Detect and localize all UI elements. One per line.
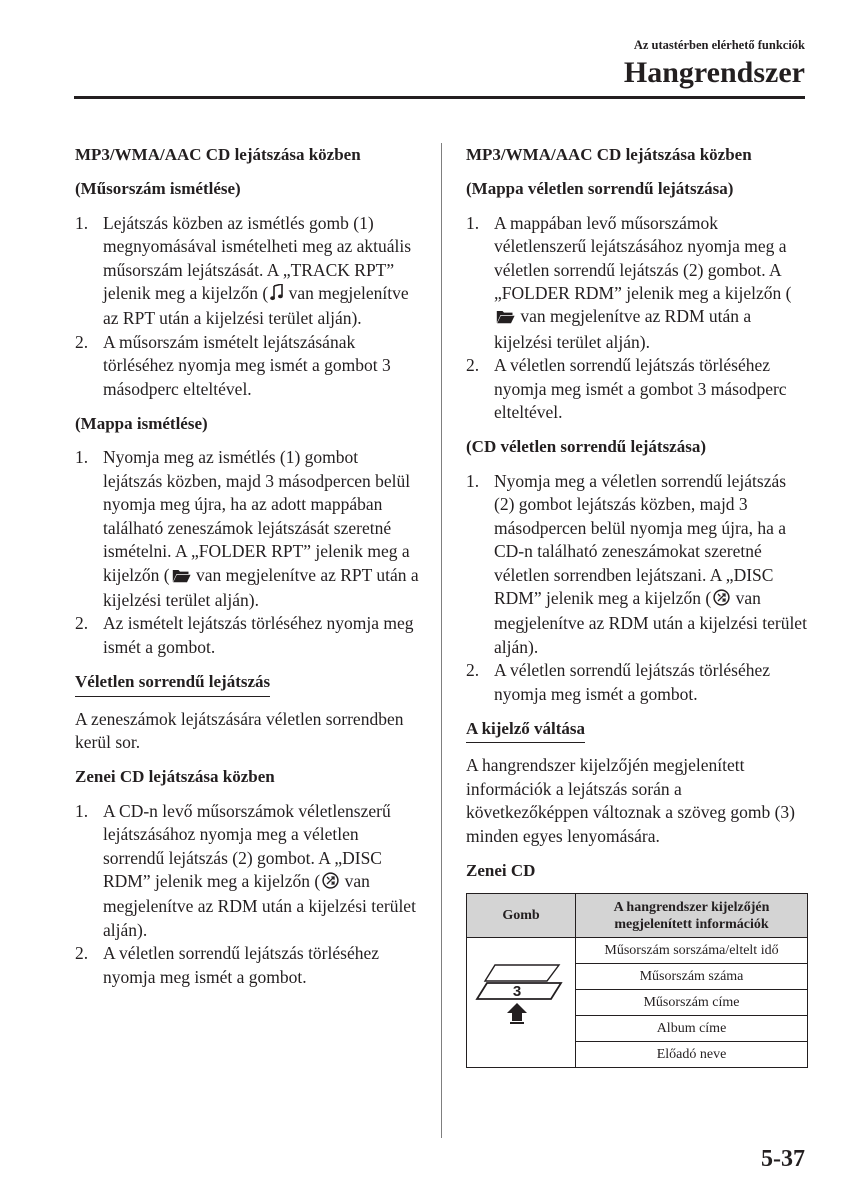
list-cd-random-mp3 <box>466 470 808 706</box>
column-divider <box>441 143 442 1138</box>
table-cell: Műsorszám sorszáma/eltelt idő <box>576 938 808 964</box>
subheading-folder-random: (Mappa véletlen sorrendű lejátszása) <box>466 179 734 199</box>
list-track-repeat <box>75 212 420 401</box>
list-item: 2. A véletlen sorrendű lejátszás törléséhez nyomja meg ismét a gombot. <box>75 943 380 987</box>
table-cell: Műsorszám címe <box>576 990 808 1016</box>
subheading-zenei-cd: Zenei CD <box>466 860 536 880</box>
list-item: 1. Lejátszás közben az ismétlés gomb (1) megnyomásával ismételheti meg az aktuális műsorszám lejátszását. A „TRACK RPT” jelenik meg a kijelzőn ( van megjelenítve az RPT után a kijelzési terület alján). <box>75 212 412 329</box>
folder-icon <box>172 566 191 589</box>
folder-icon <box>496 307 515 330</box>
list-item: 1. Nyomja meg a véletlen sorrendű lejátszás (2) gombot lejátszás közben, majd 3 másodpercen belül nyomja meg újra, ha a CD-n található zeneszámokat szeretné véletlen sorrendben lejátszani. A „DISC RDM” jelenik meg a kijelzőn ( van megjelenítve az RDM után a kijelzési terület alján). <box>466 470 807 657</box>
table-cell: Előadó neve <box>576 1042 808 1068</box>
button-3-icon <box>467 959 575 1039</box>
page-number: 5-37 <box>761 1146 805 1172</box>
text-button-illustration <box>467 938 576 1068</box>
disc-random-icon <box>713 589 730 612</box>
page-title: Hangrendszer <box>623 56 805 89</box>
list-item: 1. A mappában levő műsorszámok véletlenszerű lejátszásához nyomja meg a véletlen sorrendű lejátszás (2) gombot. A „FOLDER RDM” jelenik meg a kijelzőn ( van megjelenítve az RDM után a kijelzési terület alján). <box>466 212 792 352</box>
table-cell: Album címe <box>576 1016 808 1042</box>
list-item: 1. A CD-n levő műsorszámok véletlenszerű lejátszásához nyomja meg a véletlen sorrendű lejátszás (2) gombot. A „DISC RDM” jelenik meg a kijelzőn ( van megjelenítve az RDM után a kijelzési terület alján). <box>75 800 416 940</box>
list-folder-random <box>466 212 808 425</box>
paragraph-display: A hangrendszer kijelzőjén megjelenített információk a lejátszás során a következőképpen változnak a szöveg gomb (3) minden egyes lenyomására. <box>466 755 795 846</box>
button-number-label: 3 <box>512 982 522 1000</box>
disc-random-icon <box>322 872 339 895</box>
heading-mp3-left: MP3/WMA/AAC CD lejátszása közben <box>75 145 361 164</box>
header-section-label: Az utastérben elérhető funkciók <box>633 38 805 52</box>
subheading-music-cd: Zenei CD lejátszása közben <box>75 767 275 787</box>
music-note-icon <box>270 284 283 307</box>
press-arrow-icon <box>507 1003 527 1021</box>
subheading-cd-random: (CD véletlen sorrendű lejátszása) <box>466 437 707 457</box>
list-item: 2. A véletlen sorrendű lejátszás törléséhez nyomja meg ismét a gombot. <box>466 660 771 704</box>
table-header-info: A hangrendszer kijelzőjén megjelenített információk <box>576 894 808 938</box>
subheading-folder-repeat: (Mappa ismétlése) <box>75 414 208 434</box>
list-folder-repeat <box>75 446 420 659</box>
header-rule <box>74 96 805 99</box>
list-item: 1. Nyomja meg az ismétlés (1) gombot lejátszás közben, majd 3 másodpercen belül nyomja meg újra, ha az adott mappában található zeneszámok lejátszását szeretné ismételni. A „FOLDER RPT” jelenik meg a kijelzőn ( van megjelenítve az RPT után a kijelzési terület alján). <box>75 447 419 610</box>
table-row <box>467 938 808 964</box>
table-cell: Műsorszám száma <box>576 964 808 990</box>
left-column <box>75 143 420 1000</box>
right-column <box>466 143 808 1068</box>
display-info-table <box>466 893 808 1068</box>
subheading-track-repeat: (Műsorszám ismétlése) <box>75 179 241 199</box>
list-item: 2. A véletlen sorrendű lejátszás törléséhez nyomja meg ismét a gombot 3 másodperc elteltével. <box>466 355 787 423</box>
list-item: 2. Az ismételt lejátszás törléséhez nyomja meg ismét a gombot. <box>75 613 414 657</box>
list-item: 2. A műsorszám ismételt lejátszásának törléséhez nyomja meg ismét a gombot 3 másodperc elteltével. <box>75 331 391 399</box>
paragraph-random: A zeneszámok lejátszására véletlen sorrendben kerül sor. <box>75 708 404 752</box>
heading-mp3-right: MP3/WMA/AAC CD lejátszása közben <box>466 145 752 164</box>
heading-random-playback: Véletlen sorrendű lejátszás <box>75 670 420 696</box>
heading-display-switch: A kijelző váltása <box>466 717 808 743</box>
list-cd-random <box>75 800 420 989</box>
table-header-button: Gomb <box>467 894 576 938</box>
